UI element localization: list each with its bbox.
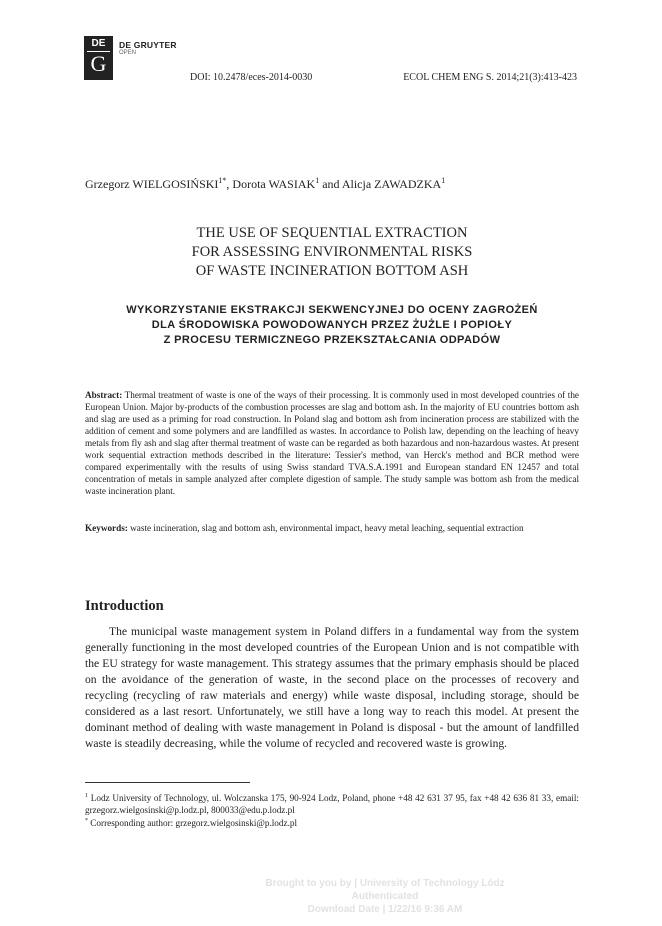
title-line: FOR ASSESSING ENVIRONMENTAL RISKS bbox=[191, 244, 473, 260]
section-heading-introduction: Introduction bbox=[85, 598, 164, 614]
author-affiliation-mark: 1* bbox=[218, 176, 227, 185]
logo-de-text: DE bbox=[91, 38, 106, 49]
introduction-paragraph: The municipal waste management system in Poland differs in a fundamental way from the system generally functioning in the most developed countries of the European Union and is not compatible with the EU strategy for waste management. This strategy assumes that the primary emphasis should be placed on the avoidance of the generation of waste, in the second place on the processes of recovery and recycling (recycling of raw materials and energy) while waste disposal, including storage, should be considered as a last resort. Unfortunately, we still have a long way to reach this model. At present the dominant method of dealing with waste management in Poland is disposal - but the amount of landfilled waste is steadily decreasing, while the volume of recycled and recovered waste is growing. bbox=[85, 625, 579, 750]
author-name: Grzegorz WIELGOSIŃSKI bbox=[85, 177, 219, 191]
footnote-affiliation bbox=[85, 790, 579, 816]
publisher-logo bbox=[84, 36, 113, 80]
publisher-name: DE GRUYTER bbox=[119, 40, 177, 50]
abstract-text: Thermal treatment of waste is one of the ways of their processing. It is commonly used in most developed countries of the European Union. Major by-products of the combustion processes are slag and bottom ash. In the majority of EU countries bottom ash and slag are used as a priming for road construction. In Poland slag and bottom ash from incineration process are stabilized with the addition of cement and some polymers and are landfilled as wastes. In accordance to Polish law, depending on the leaching of heavy metals from fly ash and slag after thermal treatment of waste can be regarded as both hazardous and non-hazardous wastes. At present work sequential extraction methods described in the literature: Tessier's method, van Herck's method and BCR method were compared experimentally with the results of using Swiss standard TVA.S.A.1991 and European standard EN 12457 and total concentration of metals in sample analyzed after complete digestion of sample. The study sample was bottom ash from the medical waste incineration plant. bbox=[85, 390, 579, 496]
paper-title bbox=[85, 224, 579, 281]
abstract bbox=[85, 389, 579, 497]
publisher-sub: OPEN bbox=[119, 50, 137, 56]
abstract-label: Abstract: bbox=[85, 390, 123, 400]
footnote-corresponding bbox=[85, 815, 579, 829]
author-affiliation-mark: 1 bbox=[441, 176, 446, 185]
author-affiliation-mark: 1 bbox=[315, 176, 320, 185]
journal-citation: ECOL CHEM ENG S. 2014;21(3):413-423 bbox=[403, 72, 577, 83]
polish-title-line: DLA ŚRODOWISKA POWODOWANYCH PRZEZ ŻUŻLE I POPIOŁY bbox=[151, 319, 513, 331]
title-line: THE USE OF SEQUENTIAL EXTRACTION bbox=[196, 225, 468, 241]
keywords-text: waste incineration, slag and bottom ash, environmental impact, heavy metal leaching, sequential extraction bbox=[127, 523, 524, 533]
footnote-mark: 1 bbox=[85, 793, 88, 799]
watermark-line: Download Date | 1/22/16 9:36 AM bbox=[307, 904, 463, 915]
footnote-text: Corresponding author: grzegorz.wielgosinski@p.lodz.pl bbox=[88, 818, 298, 829]
author-list bbox=[85, 176, 445, 192]
polish-title-line: Z PROCESU TERMICZNEGO PRZEKSZTAŁCANIA ODPADÓW bbox=[163, 334, 501, 346]
logo-g-text: G bbox=[90, 51, 107, 76]
download-watermark bbox=[260, 877, 510, 916]
title-line: OF WASTE INCINERATION BOTTOM ASH bbox=[195, 263, 469, 279]
polish-title bbox=[85, 303, 579, 348]
polish-title-line: WYKORZYSTANIE EKSTRAKCJI SEKWENCYJNEJ DO OCENY ZAGROŻEŃ bbox=[126, 304, 538, 316]
footnote-rule bbox=[85, 782, 250, 783]
keywords bbox=[85, 522, 579, 534]
watermark-line: Brought to you by | University of Technology Lódz bbox=[265, 878, 505, 889]
author-name: and Alicja ZAWADZKA bbox=[319, 177, 442, 191]
doi: DOI: 10.2478/eces-2014-0030 bbox=[190, 72, 313, 83]
footnote-mark: * bbox=[85, 818, 88, 824]
watermark-line: Authenticated bbox=[351, 891, 419, 902]
author-name: , Dorota WASIAK bbox=[226, 177, 316, 191]
keywords-label: Keywords: bbox=[85, 523, 128, 533]
footnote-text: Lodz University of Technology, ul. Wolczanska 175, 90-924 Lodz, Poland, phone +48 42 631 37 95, fax +48 42 636 81 33, email: grzegorz.wielgosinski@p.lodz.pl, 800033@edu.p.lodz.pl bbox=[85, 793, 579, 816]
